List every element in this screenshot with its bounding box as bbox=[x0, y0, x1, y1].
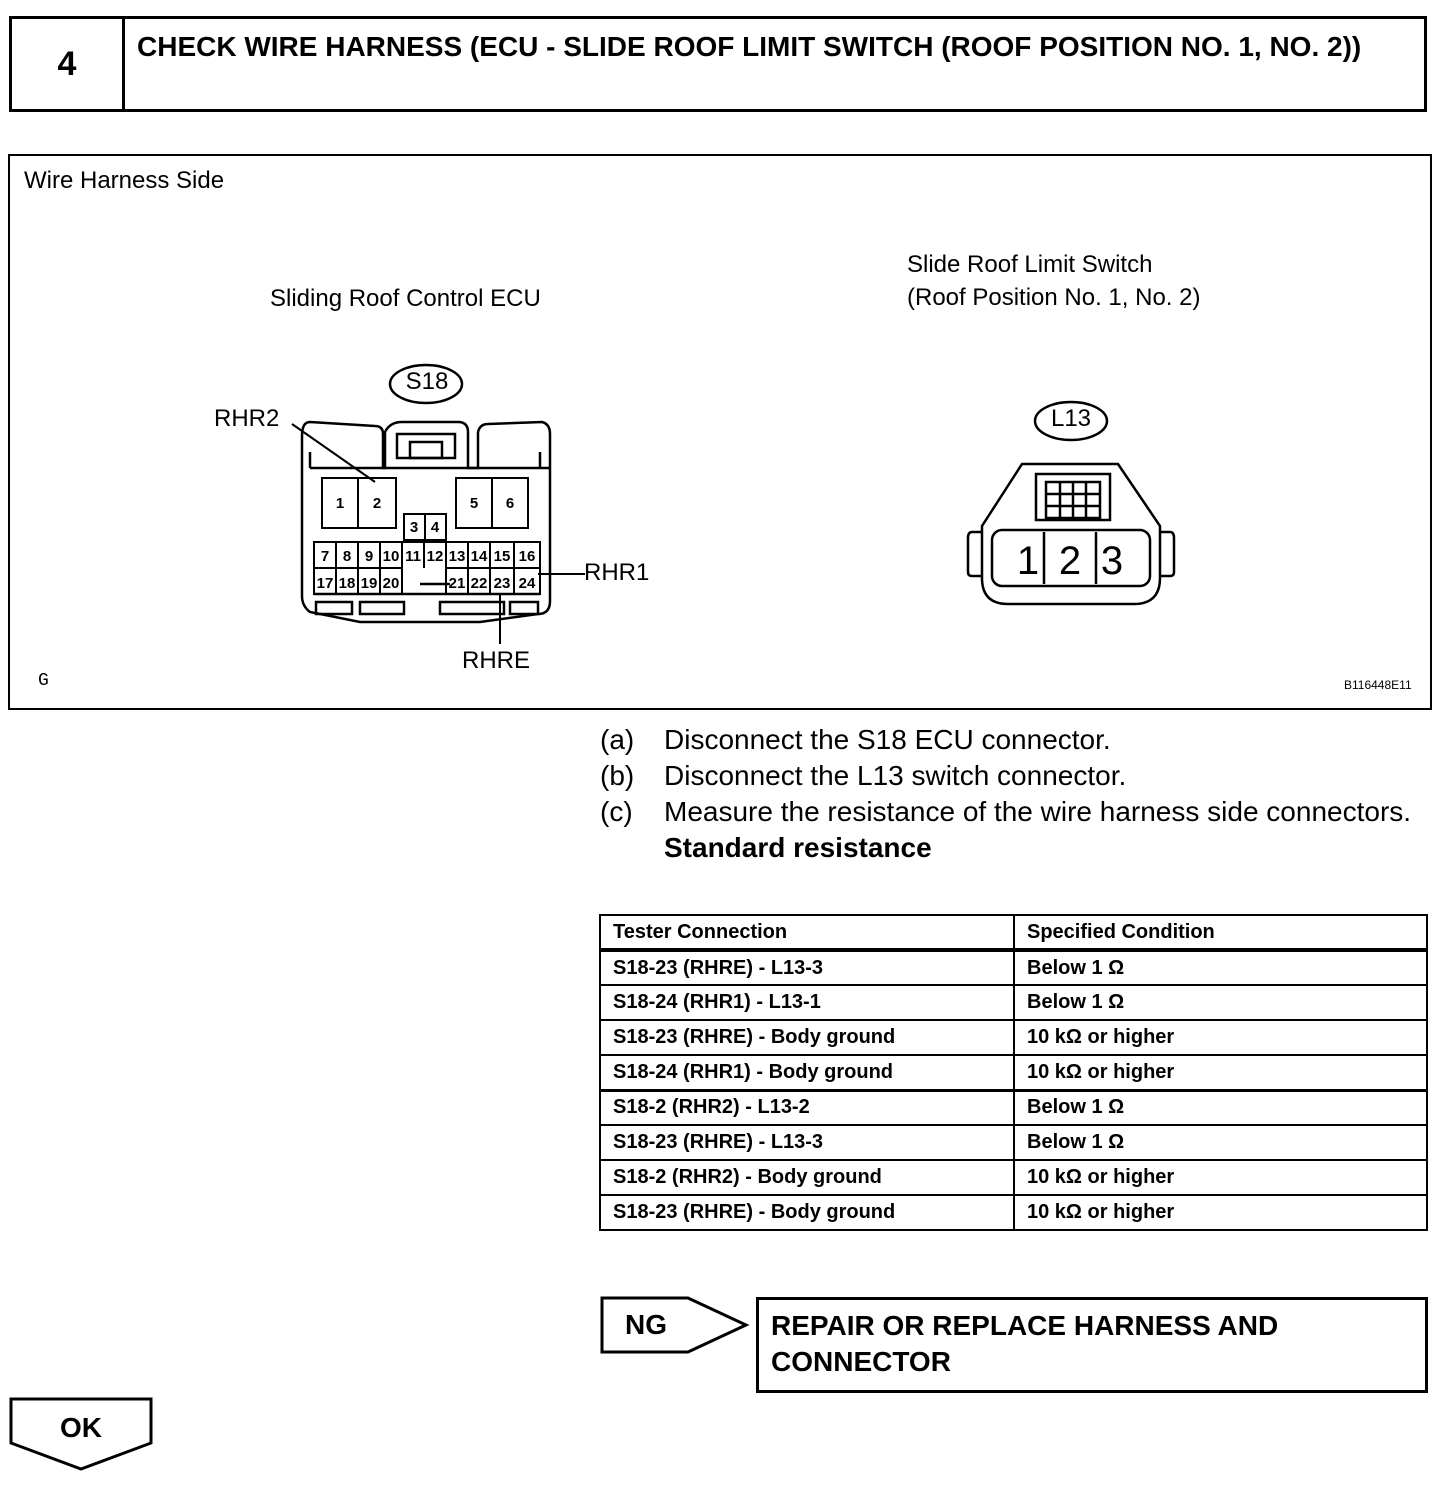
specified-condition-cell: Below 1 Ω bbox=[1014, 1125, 1427, 1160]
pin-8: 8 bbox=[342, 548, 352, 565]
instruction-item bbox=[600, 722, 1420, 758]
switch-pin-1: 1 bbox=[1016, 539, 1040, 583]
switch-name-line1: Slide Roof Limit Switch bbox=[907, 251, 1153, 278]
ng-arrow-shape bbox=[600, 1296, 750, 1354]
table-row bbox=[600, 1160, 1427, 1195]
tester-connection-cell: S18-2 (RHR2) - L13-2 bbox=[600, 1090, 1014, 1125]
rhr2-leader bbox=[292, 424, 375, 482]
pin-12: 12 bbox=[426, 548, 444, 565]
table-row bbox=[600, 950, 1427, 985]
specified-condition-cell: Below 1 Ω bbox=[1014, 985, 1427, 1020]
pin-5: 5 bbox=[469, 495, 479, 512]
pin-19: 19 bbox=[360, 575, 378, 592]
step-header bbox=[9, 16, 1427, 112]
instruction-text: Disconnect the S18 ECU connector. bbox=[664, 724, 1111, 755]
step-number: 4 bbox=[12, 19, 125, 109]
instruction-list bbox=[600, 722, 1420, 866]
tester-connection-cell: S18-24 (RHR1) - L13-1 bbox=[600, 985, 1014, 1020]
pin-6: 6 bbox=[505, 495, 515, 512]
tester-connection-cell: S18-23 (RHRE) - Body ground bbox=[600, 1020, 1014, 1055]
tester-connection-cell: S18-2 (RHR2) - Body ground bbox=[600, 1160, 1014, 1195]
pin-15: 15 bbox=[493, 548, 511, 565]
pin-11: 11 bbox=[405, 548, 421, 565]
pin-2: 2 bbox=[372, 495, 382, 512]
ok-arrow-shape bbox=[9, 1397, 159, 1473]
switch-name-line2: (Roof Position No. 1, No. 2) bbox=[907, 284, 1201, 311]
pin-23: 23 bbox=[493, 575, 511, 592]
specified-condition-cell: Below 1 Ω bbox=[1014, 1090, 1427, 1125]
header-specified-condition: Specified Condition bbox=[1014, 915, 1427, 950]
pin-14: 14 bbox=[470, 548, 488, 565]
s18-connector-id: S18 bbox=[405, 368, 449, 395]
pin-20: 20 bbox=[382, 575, 400, 592]
instruction-letter: (a) bbox=[600, 724, 635, 755]
pin-3: 3 bbox=[409, 519, 419, 536]
table-row bbox=[600, 985, 1427, 1020]
specified-condition-cell: 10 kΩ or higher bbox=[1014, 1195, 1427, 1230]
pin-18: 18 bbox=[338, 575, 356, 592]
header-tester-connection: Tester Connection bbox=[600, 915, 1014, 950]
rhr1-label: RHR1 bbox=[584, 559, 650, 586]
tester-connection-cell: S18-23 (RHRE) - Body ground bbox=[600, 1195, 1014, 1230]
table-row bbox=[600, 1020, 1427, 1055]
resistance-table bbox=[599, 914, 1428, 1231]
switch-pin-numbers bbox=[1017, 539, 1123, 583]
instruction-text: Disconnect the L13 switch connector. bbox=[664, 760, 1127, 791]
specified-condition-cell: Below 1 Ω bbox=[1014, 950, 1427, 985]
ecu-pin-numbers bbox=[317, 495, 536, 592]
instruction-item bbox=[600, 794, 1420, 830]
pin-17: 17 bbox=[316, 575, 334, 592]
pin-1: 1 bbox=[335, 495, 345, 512]
standard-resistance-label: Standard resistance bbox=[664, 832, 932, 863]
tester-connection-cell: S18-23 (RHRE) - L13-3 bbox=[600, 1125, 1014, 1160]
l13-connector-id: L13 bbox=[1050, 405, 1092, 432]
ng-action-line1: REPAIR OR REPLACE HARNESS AND bbox=[771, 1310, 1279, 1341]
specified-condition-cell: 10 kΩ or higher bbox=[1014, 1160, 1427, 1195]
instruction-letter: (b) bbox=[600, 760, 635, 791]
switch-pin-3: 3 bbox=[1100, 539, 1124, 583]
table-header-row bbox=[600, 915, 1427, 950]
pin-10: 10 bbox=[382, 548, 400, 565]
ecu-pin-grid bbox=[322, 478, 528, 540]
instruction-item bbox=[600, 758, 1420, 794]
ng-label: NG bbox=[625, 1309, 667, 1340]
pin-21: 21 bbox=[448, 575, 466, 592]
table-row bbox=[600, 1195, 1427, 1230]
specified-condition-cell: 10 kΩ or higher bbox=[1014, 1055, 1427, 1090]
rhr2-label: RHR2 bbox=[214, 405, 280, 432]
table-row bbox=[600, 1090, 1427, 1125]
pin-7: 7 bbox=[320, 548, 330, 565]
corner-code: G bbox=[38, 671, 49, 691]
ecu-name-label: Sliding Roof Control ECU bbox=[270, 285, 541, 312]
pin-9: 9 bbox=[364, 548, 374, 565]
table-row bbox=[600, 1125, 1427, 1160]
step-title: CHECK WIRE HARNESS (ECU - SLIDE ROOF LIMIT SWITCH (ROOF POSITION NO. 1, NO. 2)) bbox=[137, 31, 1362, 62]
ng-result[interactable] bbox=[600, 1296, 750, 1359]
ok-label: OK bbox=[60, 1412, 102, 1443]
connector-figure bbox=[8, 154, 1432, 710]
pin-22: 22 bbox=[470, 575, 488, 592]
ng-action-box bbox=[756, 1297, 1428, 1393]
specified-condition-cell: 10 kΩ or higher bbox=[1014, 1020, 1427, 1055]
pin-4: 4 bbox=[430, 519, 440, 536]
wire-harness-side-label: Wire Harness Side bbox=[24, 167, 225, 194]
ng-action-line2: CONNECTOR bbox=[771, 1346, 951, 1377]
pin-24: 24 bbox=[518, 575, 536, 592]
switch-pin-2: 2 bbox=[1058, 539, 1082, 583]
instruction-text: Measure the resistance of the wire harness side connectors. bbox=[664, 796, 1412, 827]
instruction-letter: (c) bbox=[600, 796, 633, 827]
pin-13: 13 bbox=[448, 548, 466, 565]
table-row bbox=[600, 1055, 1427, 1090]
pin-16: 16 bbox=[518, 548, 536, 565]
tester-connection-cell: S18-24 (RHR1) - Body ground bbox=[600, 1055, 1014, 1090]
rhre-label: RHRE bbox=[462, 647, 531, 674]
figure-id: B116448E11 bbox=[1344, 678, 1412, 692]
tester-connection-cell: S18-23 (RHRE) - L13-3 bbox=[600, 950, 1014, 985]
ok-result[interactable] bbox=[9, 1397, 159, 1478]
